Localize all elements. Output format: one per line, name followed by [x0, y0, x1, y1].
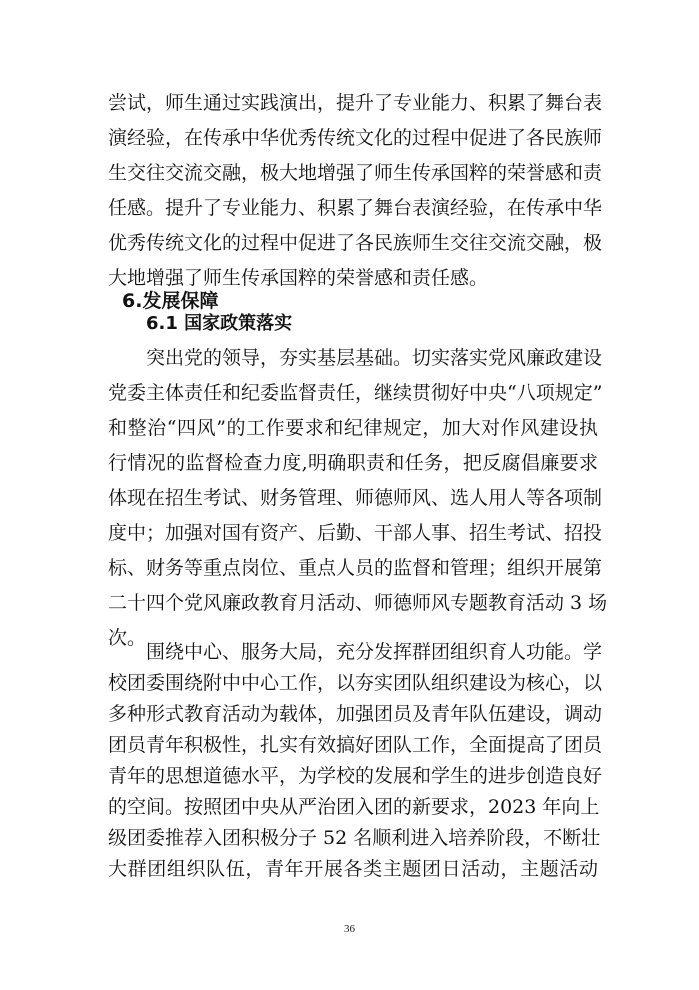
paragraph-2-line: 二十四个党风廉政教育月活动、师德师风专题教育活动 3 场	[108, 592, 608, 614]
paragraph-1-line: 生交往交流交融，极大地增强了师生传承国粹的荣誉感和责	[108, 162, 603, 184]
paragraph-1-line: 演经验，在传承中华优秀传统文化的过程中促进了各民族师	[108, 127, 603, 149]
paragraph-2-line: 党委主体责任和纪委监督责任，继续贯彻好中央“八项规定”	[108, 382, 603, 404]
paragraph-2-line: 行情况的监督检查力度,明确职责和任务，把反腐倡廉要求	[108, 452, 598, 474]
paragraph-3-line: 青年的思想道德水平，为学校的发展和学生的进步创造良好	[108, 765, 603, 787]
page-number: 36	[344, 923, 355, 935]
paragraph-3-line: 大群团组织队伍，青年开展各类主题团日活动，主题活动	[108, 858, 598, 880]
paragraph-3-line: 多种形式教育活动为载体，加强团员及青年队伍建设，调动	[108, 703, 603, 725]
paragraph-1-line: 优秀传统文化的过程中促进了各民族师生交往交流交融，极	[108, 232, 603, 254]
paragraph-2-line: 和整治“四风”的工作要求和纪律规定，加大对作风建设执	[108, 417, 598, 439]
paragraph-2-line: 体现在招生考试、财务管理、师德师风、选人用人等各项制	[108, 487, 603, 509]
paragraph-2-line: 标、财务等重点岗位、重点人员的监督和管理；组织开展第	[108, 557, 603, 579]
paragraph-3-line: 团员青年积极性，扎实有效搞好团队工作，全面提高了团员	[108, 734, 603, 756]
paragraph-1-line: 任感。提升了专业能力、积累了舞台表演经验，在传承中华	[108, 197, 603, 219]
paragraph-1-line: 尝试，师生通过实践演出，提升了专业能力、积累了舞台表	[108, 92, 603, 114]
paragraph-2-line: 次。	[108, 627, 147, 649]
paragraph-3-line: 围绕中心、服务大局，充分发挥群团组织育人功能。学	[146, 641, 603, 663]
paragraph-3-line: 的空间。按照团中央从严治团入团的新要求，2023 年向上	[108, 796, 600, 818]
paragraph-2-line: 突出党的领导，夯实基层基础。切实落实党风廉政建设	[146, 347, 603, 369]
paragraph-2-line: 度中；加强对国有资产、后勤、干部人事、招生考试、招投	[108, 522, 603, 544]
paragraph-3-line: 校团委围绕附中中心工作，以夯实团队组织建设为核心，以	[108, 672, 603, 694]
paragraph-1-line: 大地增强了师生传承国粹的荣誉感和责任感。	[108, 267, 489, 289]
section-heading: 6.发展保障	[122, 290, 219, 312]
paragraph-3-line: 级团委推荐入团积极分子 52 名顺利进入培养阶段，不断壮	[108, 827, 601, 849]
subsection-heading: 6.1 国家政策落实	[146, 313, 293, 334]
